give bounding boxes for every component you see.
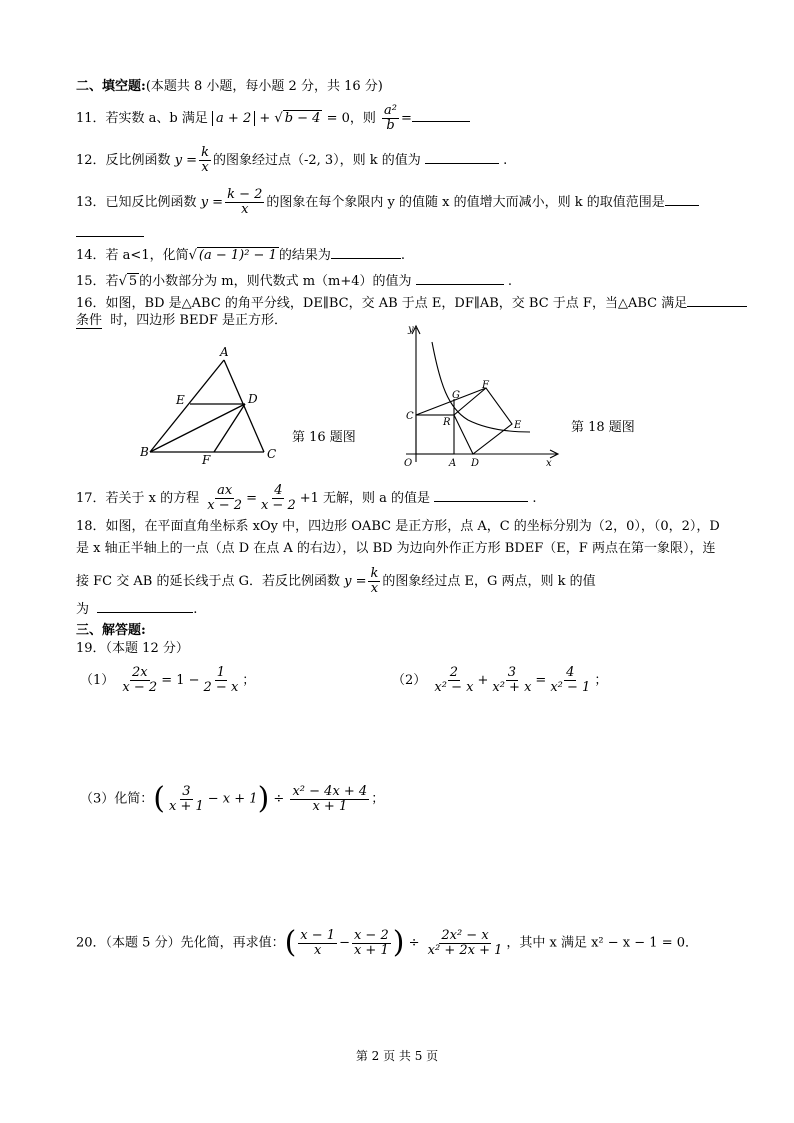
q14-end: .: [400, 248, 406, 263]
section-2-title: 二、填空题:: [76, 79, 146, 94]
q18-text-line-3a: 接 FC 交 AB 的延长线于点 G．若反比例函数: [76, 574, 340, 589]
q13-number: 13．: [76, 195, 106, 210]
q17-answer-blank[interactable]: [434, 489, 528, 502]
q20-text: 20．（本题 5 分）先化简，再求值：: [76, 935, 285, 951]
q12-y: y =: [174, 153, 198, 168]
section-2-header: [76, 78, 383, 96]
fig18-label-g: G: [452, 390, 460, 401]
fig16-label-d: D: [248, 392, 258, 406]
q19-p3-div: ÷: [273, 791, 285, 807]
question-14: 14．若 a<1，化简√ (a − 1)² − 1 的结果为 .: [76, 248, 406, 263]
q14-post: 的结果为: [278, 248, 331, 263]
fig18-label-d: D: [471, 458, 480, 469]
q19-p2-op1: +: [477, 673, 489, 688]
q17-eq: =: [246, 491, 257, 506]
fig18-caption: 第 18 题图: [571, 420, 635, 435]
question-12: [76, 146, 507, 175]
q18-text-line-1: 18．如图，在平面直角坐标系 xOy 中，四边形 OABC 是正方形，点 A，C 的坐标分别为（2，0），（0，2），D: [76, 519, 720, 534]
fig18-label-e: E: [514, 420, 522, 431]
q19-p3-label: （3）化简：: [80, 791, 154, 807]
q16-text-line-1: 16．如图，BD 是△ABC 的角平分线，DE∥BC，交 AB 于点 E，DF∥AB，交 BC 于点 F，当△ABC 满足: [76, 296, 688, 311]
q18-end: .: [193, 602, 198, 617]
q12-number: 12．: [76, 153, 106, 168]
page-footer: 第 2 页 共 5 页: [355, 1049, 439, 1063]
question-11: 11．若实数 a、b 满足 a + 2 + √ b − 4 = 0，则 $\frac{\text{a²}}{b}$ =: [76, 104, 470, 133]
q13-answer-blank-2[interactable]: [76, 224, 144, 237]
q15-answer-blank[interactable]: [416, 272, 504, 285]
q11-fraction: $\frac{\text{a²}}{b}$: [384, 103, 397, 133]
section-2-desc: (本题共 8 小题，每小题 2 分，共 16 分): [145, 79, 383, 94]
q19-p1-label: （1）: [80, 673, 115, 688]
figure-18: [398, 322, 568, 474]
q19-p1-fraction-2: $\frac{1}{2 - x}$: [203, 665, 239, 695]
question-15: 15．若√ 5 的小数部分为 m，则代数式 m（m+4）的值为 .: [76, 274, 512, 289]
q18-line-3: [76, 567, 596, 596]
q17-post: +1 无解，则 a 的值是: [299, 491, 431, 506]
q11-plus: +: [259, 111, 271, 126]
q13-continuation: [76, 224, 144, 243]
q18-y: y =: [344, 574, 367, 589]
q17-fraction-2: $\frac{4}{x - 2}$: [260, 483, 296, 513]
q19-p1-fraction-1: $\frac{2x}{x - 2}$: [122, 665, 158, 695]
q14-text: 若 a<1，化简: [105, 248, 189, 263]
q18-answer-blank[interactable]: [97, 600, 193, 613]
fig16-label-f: F: [202, 453, 211, 467]
question-16: [76, 294, 747, 313]
q19-part-1: [80, 666, 255, 695]
q11-abs: a + 2: [212, 111, 255, 126]
q20-post: ，其中 x 满足 x² − x − 1 = 0．: [506, 935, 698, 951]
q17-end: .: [532, 491, 537, 506]
q11-number: 11．: [76, 111, 106, 126]
q11-sqrt: b − 4: [284, 111, 321, 126]
q13-post: 的图象在每个象限内 y 的值随 x 的值增大而减小，则 k 的取值范围是: [266, 195, 665, 210]
q18-line-4: [76, 600, 197, 619]
fig18-square-bdef: [454, 388, 512, 454]
q15-sqrt: 5: [128, 274, 138, 289]
fig18-label-x: x: [546, 458, 552, 469]
fig18-label-r: R: [443, 417, 451, 428]
q15-post: 的小数部分为 m，则代数式 m（m+4）的值为: [139, 274, 412, 289]
q12-answer-blank[interactable]: [425, 151, 499, 164]
q19-p2-end: ；: [594, 673, 608, 688]
q19-part-2: [392, 666, 607, 695]
q19-p2-fraction-2: $\frac{3}{\text{x² + x}}$: [492, 665, 532, 695]
q20-op: −: [339, 935, 350, 951]
q18-text-line-2: 是 x 轴正半轴上的一点（点 D 在点 A 的右边），以 BD 为边向外作正方形 BDEF（E，F 两点在第一象限），连: [76, 541, 716, 556]
q15-text: 若: [105, 274, 119, 289]
q18-text-line-3b: 的图象经过点 E，G 两点，则 k 的值: [382, 574, 596, 589]
fig18-label-o: O: [404, 458, 413, 469]
question-17: [76, 484, 536, 513]
q18-fraction: $\frac{k}{x}$: [370, 566, 379, 596]
section-3-title: 三、解答题:: [76, 623, 146, 638]
q16-condition: 条件: [76, 313, 103, 328]
q12-end: .: [503, 153, 508, 168]
q19-p2-fraction-3: $\frac{4}{\text{x² − 1}}$: [550, 665, 591, 695]
q12-text: 反比例函数: [105, 153, 171, 168]
q19-p2-label: （2）: [392, 673, 427, 688]
q19-part-3: （3）化简：( $\frac{3}{x + 1}$ − x + 1) ÷ $\frac{\text{x² − 4x + 4}}{x + 1}$ ；: [80, 781, 385, 816]
fig16-label-b: B: [140, 445, 149, 459]
q20-fraction-3: $\frac{\text{2x² − x}}{\text{x² + 2x + 1}}$: [427, 927, 503, 958]
q14-number: 14．: [76, 248, 106, 263]
q19-p3-fraction-1: $\frac{3}{x + 1}$: [169, 783, 204, 814]
q18-line-2: [76, 540, 715, 558]
q16-answer-blank[interactable]: [687, 294, 747, 307]
q20-fraction-2: $\frac{x - 2}{x + 1}$: [353, 927, 389, 958]
fig16-label-a: A: [220, 345, 229, 359]
q17-text: 若关于 x 的方程: [105, 491, 200, 506]
question-13: [76, 188, 699, 217]
q12-post: 的图象经过点（-2, 3），则 k 的值为: [212, 153, 421, 168]
fig16-bd: [150, 404, 245, 452]
q16-text-line-2: 时，四边形 BEDF 是正方形．: [110, 313, 288, 328]
q15-end: .: [507, 274, 512, 289]
question-18: [76, 518, 720, 536]
fig18-fc: [416, 388, 486, 415]
q19-p3-fraction-2: $\frac{\text{x² − 4x + 4}}{x + 1}$: [292, 783, 368, 814]
q13-fraction: $\frac{k - 2}{x}$: [227, 187, 263, 217]
q11-post: =: [400, 111, 412, 126]
fig16-label-c: C: [267, 447, 277, 461]
q19-p2-op2: =: [535, 673, 547, 688]
q14-answer-blank[interactable]: [331, 246, 401, 259]
q19-p3-end: ；: [371, 791, 385, 807]
fig18-label-y: y: [408, 324, 414, 335]
q13-answer-blank[interactable]: [665, 193, 699, 206]
q17-number: 17．: [76, 491, 106, 506]
q18-text-line-4: 为: [76, 602, 90, 617]
fig18-label-c: C: [406, 411, 414, 422]
q13-y: y =: [200, 195, 224, 210]
q13-text: 已知反比例函数: [105, 195, 197, 210]
q19-p1-end: ；: [242, 673, 256, 688]
fig18-label-a: A: [449, 458, 457, 469]
q14-sqrt: (a − 1)² − 1: [198, 248, 277, 263]
question-20: 20．（本题 5 分）先化简，再求值：( $\frac{x - 1}{x}$ − $\frac{x - 2}{x + 1}$ ) ÷ $\frac{\text{2x² − x}}{\text{x² + 2x + 1}}$ ，其中 x 满足 x² − x − 1 = 0．: [76, 925, 698, 960]
q20-div: ÷: [408, 935, 420, 951]
q11-text: 若实数 a、b 满足: [105, 111, 208, 126]
figure-16: [140, 340, 280, 470]
q19-header: 19．（本题 12 分）: [76, 641, 189, 656]
q15-number: 15．: [76, 274, 106, 289]
q19-p2-fraction-1: $\frac{2}{\text{x² − x}}$: [434, 665, 474, 695]
q17-fraction-1: $\frac{ax}{x - 2}$: [207, 483, 243, 513]
q20-fraction-1: $\frac{x - 1}{x}$: [300, 927, 336, 958]
fig18-label-f: F: [482, 380, 489, 391]
q16-line-2: [76, 312, 287, 330]
fig16-side-ab: [150, 360, 224, 452]
fig16-caption: 第 16 题图: [292, 430, 356, 445]
q11-eq: = 0，则: [326, 111, 376, 126]
q19-p3-mid: − x + 1: [207, 791, 258, 807]
q19-p1-mid: = 1 −: [161, 673, 200, 688]
fig16-label-e: E: [176, 393, 185, 407]
q12-fraction: $\frac{k}{x}$: [201, 145, 209, 175]
q11-answer-blank[interactable]: [412, 109, 470, 122]
